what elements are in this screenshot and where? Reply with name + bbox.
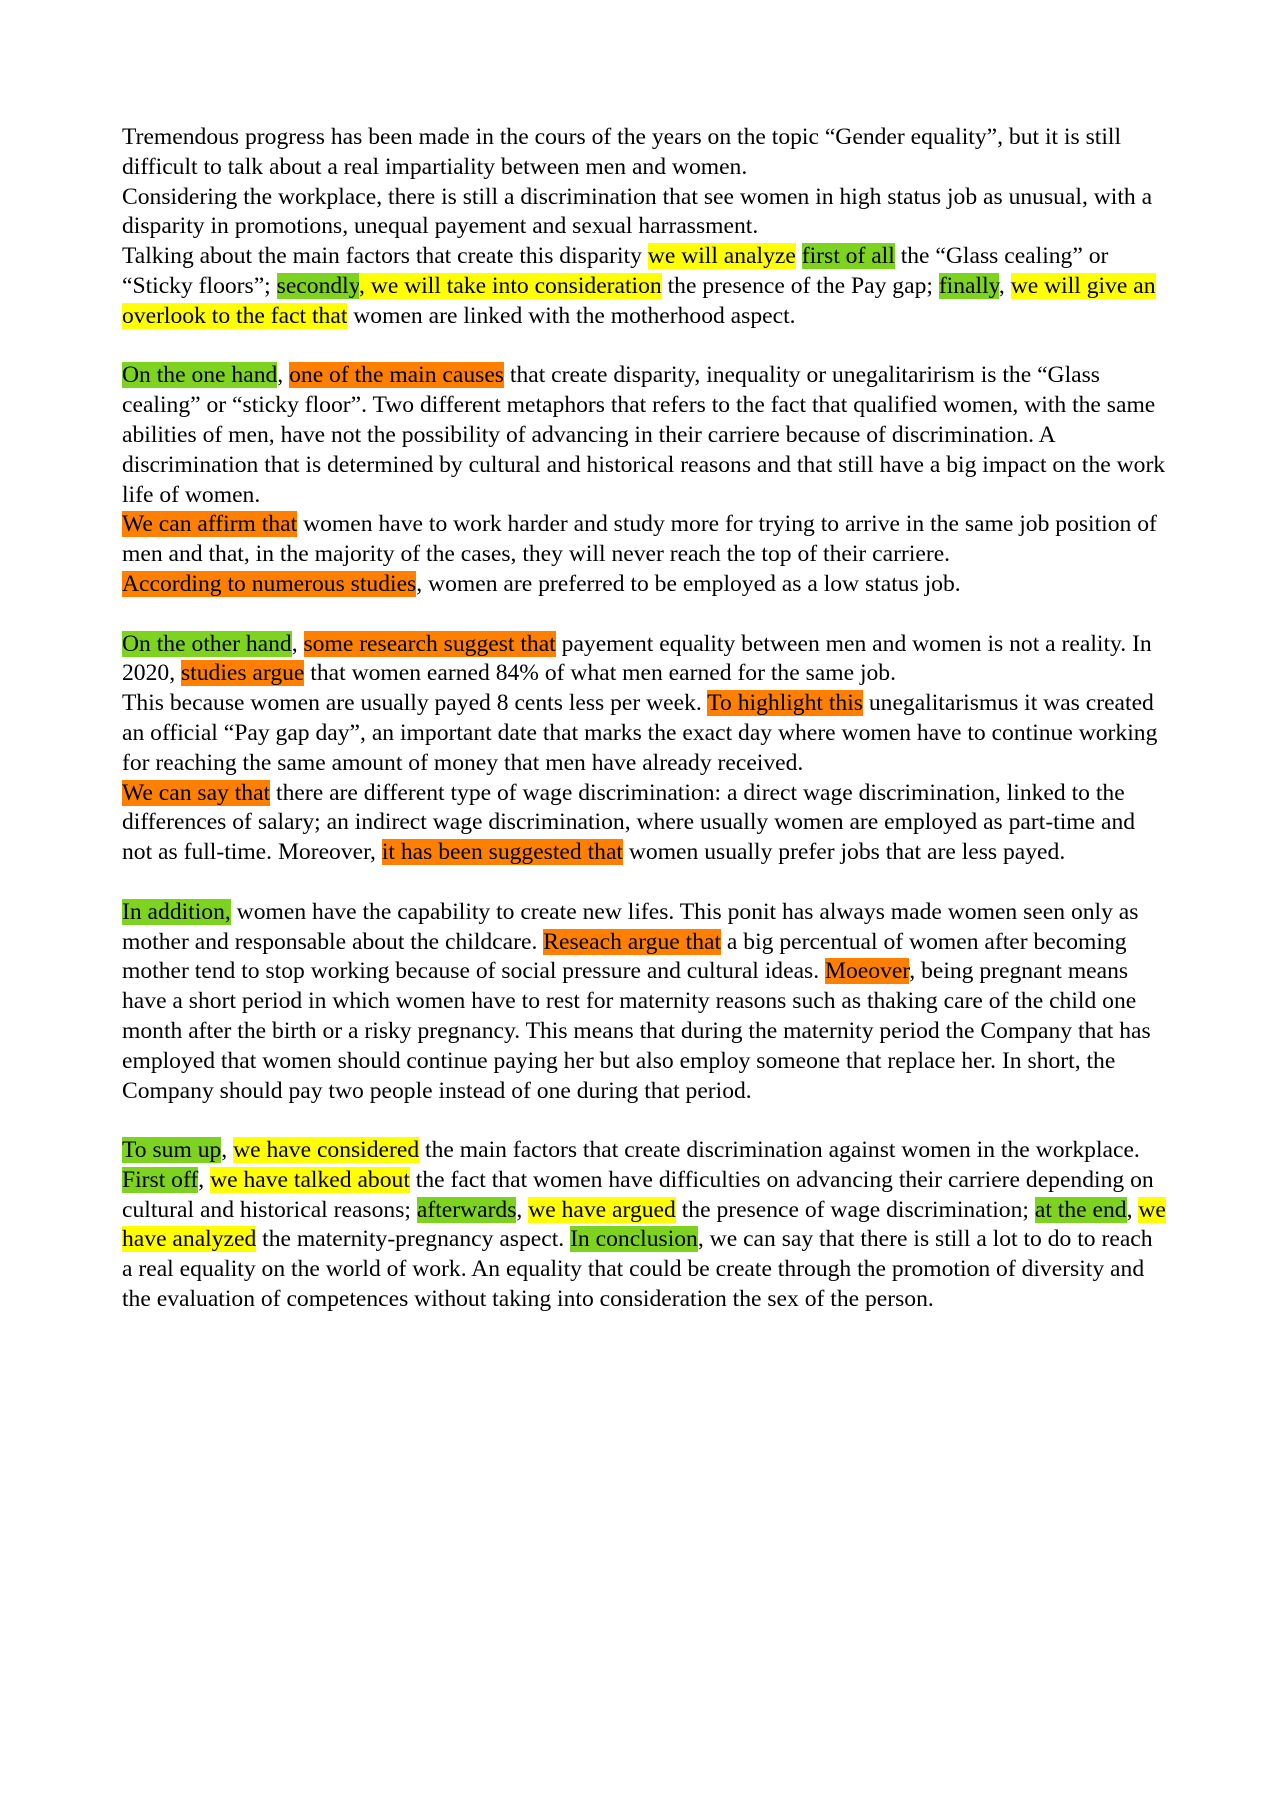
highlighted-phrase-green: In conclusion bbox=[570, 1226, 698, 1253]
text-line bbox=[122, 689, 1166, 778]
highlighted-phrase-green: On the one hand bbox=[122, 362, 278, 389]
document-body bbox=[122, 123, 1166, 1345]
text-run: women usually prefer jobs that are less payed. bbox=[622, 839, 1066, 866]
text-run: , women are preferred to be employed as a low status job. bbox=[416, 570, 961, 597]
highlighted-phrase-green: afterwards bbox=[416, 1196, 517, 1223]
text-run: , bbox=[221, 1137, 234, 1164]
text-run: that women earned 84% of what men earned for the same job. bbox=[304, 660, 897, 687]
text-line bbox=[122, 779, 1166, 868]
highlighted-phrase-orange: studies argue bbox=[180, 660, 305, 687]
text-run: the main factors that create discrimination against women in the workplace. bbox=[419, 1137, 1140, 1164]
highlighted-phrase-green: first of all bbox=[801, 243, 895, 270]
text-run: women have to work harder and study more for trying to arrive in the same job position of men and that, in the majority of the cases, they will never reach the top of their carriere. bbox=[122, 511, 1157, 568]
text-run: a big percentual of women after becoming mother tend to stop working because of social pressure and cultural ideas. bbox=[122, 928, 1127, 985]
text-run: the presence of wage discrimination; bbox=[675, 1196, 1035, 1223]
text-run: Talking about the main factors that create this disparity bbox=[122, 243, 648, 270]
highlighted-phrase-orange: Moeover bbox=[825, 958, 910, 985]
text-run: unegalitarismus it was created an official “Pay gap day”, an important date that marks the exact day where women have to continue working for reaching the same amount of money that men have already received. bbox=[122, 690, 1158, 776]
paragraph bbox=[122, 123, 1166, 332]
highlighted-phrase-orange: Reseach argue that bbox=[543, 928, 722, 955]
text-run: , bbox=[1126, 1196, 1139, 1223]
highlighted-phrase-orange: it has been suggested that bbox=[381, 839, 623, 866]
text-run: the “Glass cealing” or “Sticky floors”; bbox=[122, 243, 1109, 299]
paragraph bbox=[122, 898, 1166, 1107]
highlighted-phrase-yellow: we have talked about bbox=[210, 1166, 410, 1193]
text-line bbox=[122, 183, 1166, 243]
text-line bbox=[122, 123, 1166, 183]
text-line bbox=[122, 898, 1166, 1107]
highlighted-phrase-yellow: , we will take into consideration bbox=[358, 272, 662, 299]
highlighted-phrase-orange: According to numerous studies bbox=[122, 570, 417, 597]
highlighted-phrase-orange: We can say that bbox=[122, 779, 271, 806]
highlighted-phrase-green: On the other hand bbox=[122, 630, 292, 657]
text-run: , being pregnant means have a short period in which women have to rest for maternity reasons such as thaking care of the child one month after the birth or a risky pregnancy. This means that during the maternity period the Company that has employed that women should continue paying her but also employ someone that replace her. In short, the Company should pay two people instead of one during that period. bbox=[122, 958, 1151, 1104]
text-run: women have the capability to create new lifes. This ponit has always made women seen only as mother and responsable about the childcare. bbox=[122, 898, 1139, 955]
text-run: , bbox=[998, 272, 1011, 299]
text-run: payement equality between men and women is not a reality. In 2020, bbox=[122, 630, 1152, 687]
text-run: , we can say that there is still a lot to do to reach a real equality on the world of work. An equality that could be create through the promotion of diversity and the evaluation of competences without taking into consideration the sex of the person. bbox=[122, 1226, 1153, 1313]
text-run: women are linked with the motherhood aspect. bbox=[347, 302, 796, 329]
highlighted-phrase-yellow: we have argued bbox=[528, 1196, 676, 1223]
highlighted-phrase-yellow: we will give an overlook to the fact that bbox=[122, 272, 1156, 329]
text-line bbox=[122, 242, 1166, 331]
text-run: , bbox=[291, 630, 304, 657]
paragraph bbox=[122, 630, 1166, 868]
text-run: the maternity-pregnancy aspect. bbox=[256, 1226, 571, 1253]
text-run: that create disparity, inequality or unegalitarirism is the “Glass cealing” or “sticky floor”. Two different metaphors that refers to the fact that qualified women, with the same abilities of men, have not the possibility of advancing in their carriere because of discrimination. A discrimination that is determined by cultural and historical reasons and that still have a big impact on the work life of women. bbox=[122, 362, 1166, 508]
highlighted-phrase-green: In addition, bbox=[122, 898, 231, 925]
highlighted-phrase-yellow: we will analyze bbox=[647, 243, 796, 270]
text-line bbox=[122, 361, 1166, 510]
paragraph bbox=[122, 361, 1166, 599]
highlighted-phrase-green: finally bbox=[938, 272, 999, 299]
text-run: there are different type of wage discrimination: a direct wage discrimination, linked to the differences of salary; an indirect wage discrimination, where usually women are employed as part-time and not as full-time. Moreover, bbox=[122, 779, 1136, 866]
highlighted-phrase-green: To sum up bbox=[122, 1137, 222, 1164]
text-run: the fact that women have difficulties on advancing their carriere depending on cultural and historical reasons; bbox=[122, 1166, 1154, 1223]
highlighted-phrase-yellow: we have analyzed bbox=[122, 1196, 1166, 1253]
text-line bbox=[122, 570, 1166, 600]
text-line bbox=[122, 630, 1166, 690]
highlighted-phrase-green: at the end bbox=[1034, 1196, 1127, 1223]
text-run: , bbox=[516, 1196, 529, 1223]
highlighted-phrase-green: secondly bbox=[276, 272, 359, 299]
highlighted-phrase-orange: To highlight this bbox=[707, 690, 863, 717]
text-run: , bbox=[277, 362, 290, 389]
text-line bbox=[122, 510, 1166, 570]
text-line bbox=[122, 1136, 1166, 1315]
text-run bbox=[796, 243, 802, 269]
paragraph bbox=[122, 1136, 1166, 1315]
text-run: Tremendous progress has been made in the cours of the years on the topic “Gender equality”, but it is still difficult to talk about a real impartiality between men and women. bbox=[122, 124, 1122, 180]
text-run: This because women are usually payed 8 cents less per week. bbox=[122, 690, 708, 717]
text-run: the presence of the Pay gap; bbox=[661, 272, 939, 299]
text-run: Considering the workplace, there is still a discrimination that see women in high status job as unusual, with a disparity in promotions, unequal payement and sexual harrassment. bbox=[122, 183, 1153, 240]
highlighted-phrase-orange: one of the main causes bbox=[289, 362, 504, 389]
text-run: , bbox=[198, 1166, 211, 1193]
highlighted-phrase-orange: some research suggest that bbox=[303, 630, 556, 657]
highlighted-phrase-orange: We can affirm that bbox=[122, 511, 298, 538]
highlighted-phrase-yellow: we have considered bbox=[233, 1137, 420, 1164]
highlighted-phrase-green: First off bbox=[122, 1166, 199, 1193]
